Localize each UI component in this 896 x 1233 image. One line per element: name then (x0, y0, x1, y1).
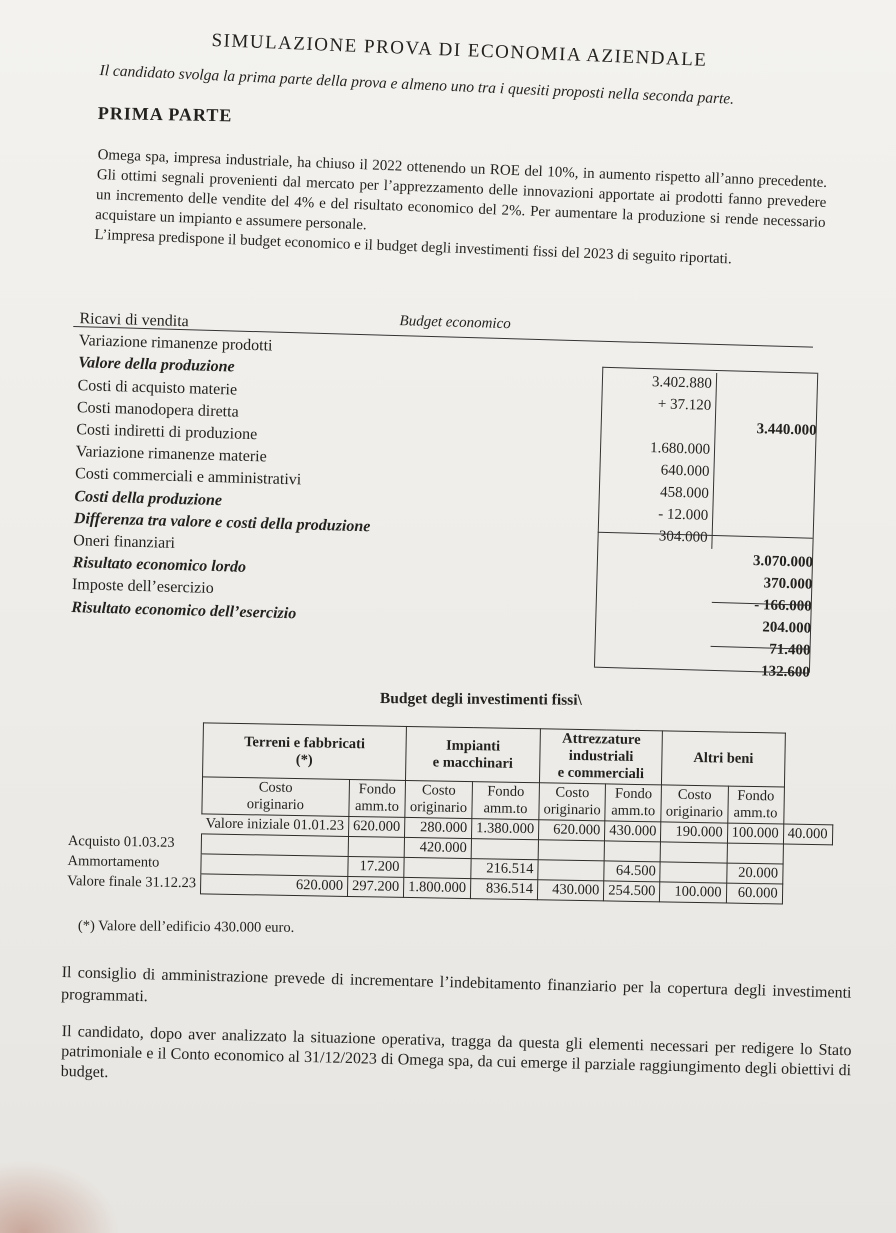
col-header: Costo originario (539, 783, 606, 821)
group-header (202, 723, 406, 781)
col-header: Fondo amm.to (472, 782, 540, 820)
table-cell (727, 843, 783, 864)
budget-economico (64, 300, 834, 686)
budget-total: 204.000 (762, 619, 812, 637)
budget-labels (71, 308, 376, 627)
table-cell: 1.800.000 (403, 877, 470, 898)
paragraph-2: L’impresa predispone il budget economico e il budget degli investimenti fissi del 2023 di seguito riportati. (94, 226, 733, 268)
group-header (405, 726, 540, 782)
budget-total: 132.600 (760, 663, 811, 681)
budget-label: Costi della produzione (74, 487, 223, 509)
investments-table (63, 720, 834, 905)
col-header: Costo originario (405, 780, 473, 818)
table-cell: 17.200 (348, 856, 404, 877)
table-cell (660, 842, 727, 863)
budget-label: Imposte dell’esercizio (71, 576, 214, 598)
budget-value: 3.402.880 (651, 374, 713, 392)
table-cell: 420.000 (404, 837, 471, 858)
budget-total: 370.000 (763, 575, 813, 593)
group-sub: e commerciali (557, 764, 645, 783)
budget-label: Costi indiretti di produzione (76, 421, 258, 444)
group-name: Terreni e fabbricati (244, 733, 366, 752)
col-header: Fondo amm.to (605, 784, 662, 822)
table-cell (201, 834, 348, 857)
budget-label: Ricavi di vendita (79, 310, 189, 331)
table-cell: 20.000 (726, 863, 782, 884)
table-cell: 1.380.000 (471, 819, 538, 840)
budget-label: Differenza tra valore e costi della produzione (73, 509, 371, 536)
table-cell: 216.514 (471, 859, 538, 880)
budget-label: Variazione rimanenze prodotti (78, 332, 273, 355)
budget-label: Costi di acquisto materie (77, 376, 238, 399)
budget-total: 3.070.000 (752, 553, 814, 571)
budget-label: Risultato economico dell’esercizio (71, 598, 297, 622)
budget-value: 640.000 (660, 462, 710, 480)
table-cell: 190.000 (661, 822, 728, 843)
row-label: Acquisto 01.03.23 (64, 831, 202, 853)
table-cell: 40.000 (783, 824, 832, 845)
budget-label: Oneri finanziari (73, 532, 176, 552)
budget-total: 71.400 (769, 641, 811, 659)
col-header: Costo originario (661, 785, 728, 823)
budget-total-column (710, 373, 819, 684)
budget-label: Costi manodopera diretta (76, 398, 239, 421)
table-cell: 100.000 (660, 882, 727, 903)
corner-cell (64, 720, 203, 833)
table-cell: 430.000 (537, 880, 604, 901)
table-cell: 100.000 (727, 823, 783, 844)
paragraph-1: Omega spa, impresa industriale, ha chiuso il 2022 ottenendo un ROE del 10%, in aumento rispetto all’anno precedente. Gli ottimi segnali provenienti dal mercato per l’apprezzamento delle innovazioni apportate ai prodotti fanno prevedere un incremento delle vendite del 4% e del risultato economico del 2%. Per aumentare la produzione si rende necessario acquistare un impianto e assumere personale. (95, 146, 828, 234)
table-cell: 64.500 (604, 861, 660, 882)
budget-value: - 12.000 (658, 506, 709, 524)
budget-total: 3.440.000 (756, 421, 817, 439)
section-heading: PRIMA PARTE (97, 103, 233, 126)
group-name: Attrezzature (562, 730, 641, 749)
budget-value: 458.000 (659, 484, 710, 502)
row-label: Valore finale 31.12.23 (63, 871, 201, 893)
table-cell: 297.200 (347, 876, 403, 897)
table-cell (471, 839, 538, 860)
budget-value: + 37.120 (657, 396, 712, 414)
budget-label: Valore della produzione (78, 354, 235, 376)
budget-label: Costi commerciali e amministrativi (74, 465, 302, 489)
document-title: SIMULAZIONE PROVA DI ECONOMIA AZIENDALE (211, 30, 708, 71)
row-label: Valore iniziale 01.01.23 (201, 814, 348, 837)
group-name: Altri beni (693, 749, 754, 768)
table-cell: 836.514 (470, 879, 537, 900)
budget-total: - 166.000 (754, 597, 812, 615)
table-cell (348, 836, 404, 857)
table-cell: 430.000 (605, 821, 661, 842)
table-cell (538, 860, 605, 881)
table-cell: 60.000 (726, 883, 782, 904)
col-header: Fondo amm.to (727, 786, 784, 824)
budget-value: 304.000 (658, 528, 708, 546)
table-cell: 254.500 (604, 881, 660, 902)
group-header (539, 729, 662, 785)
table-cell (538, 840, 605, 861)
closing-paragraph-2: Il candidato, dopo aver analizzato la situazione operativa, tragga da questa gli elementi necessari per redigere lo Stato patrimoniale e il Conto economico al 31/12/2023 di Omega spa, da cui emerge il parziale raggiungimento degli obiettivi di budget. (60, 1022, 852, 1082)
col-header: Costo originario (202, 777, 350, 817)
budget-title: Budget economico (399, 313, 511, 333)
group-sub: industriali (568, 747, 634, 765)
budget-label: Risultato economico lordo (72, 554, 247, 577)
group-name: Impianti (445, 737, 501, 755)
table-cell: 620.000 (348, 816, 404, 837)
closing-paragraph-1: Il consiglio di amministrazione prevede di incrementare l’indebitamento finanziario per la copertura degli investimenti programmati. (60, 963, 852, 1006)
budget-label: Variazione rimanenze materie (75, 443, 267, 466)
investments-title: Budget degli investimenti fissi\ (379, 690, 582, 709)
budget-value: 1.680.000 (649, 440, 711, 458)
col-header: Fondo amm.to (349, 779, 406, 817)
group-header (662, 731, 785, 787)
table-cell: 280.000 (405, 817, 472, 838)
finger-shadow (0, 1160, 120, 1233)
table-footnote: (*) Valore dell’edificio 430.000 euro. (77, 918, 295, 936)
table-cell (404, 857, 471, 878)
table-cell: 620.000 (538, 820, 605, 841)
row-label: Ammortamento (63, 851, 201, 873)
table-cell (660, 862, 727, 883)
budget-partial-column (597, 370, 717, 549)
group-sub: e macchinari (432, 753, 514, 772)
group-sub: (*) (295, 751, 313, 768)
instructions: Il candidato svolga la prima parte della prova e almeno uno tra i quesiti proposti nella seconda parte. (99, 62, 735, 108)
table-cell (604, 841, 660, 862)
table-cell: 620.000 (200, 874, 347, 897)
table-cell (201, 854, 348, 877)
